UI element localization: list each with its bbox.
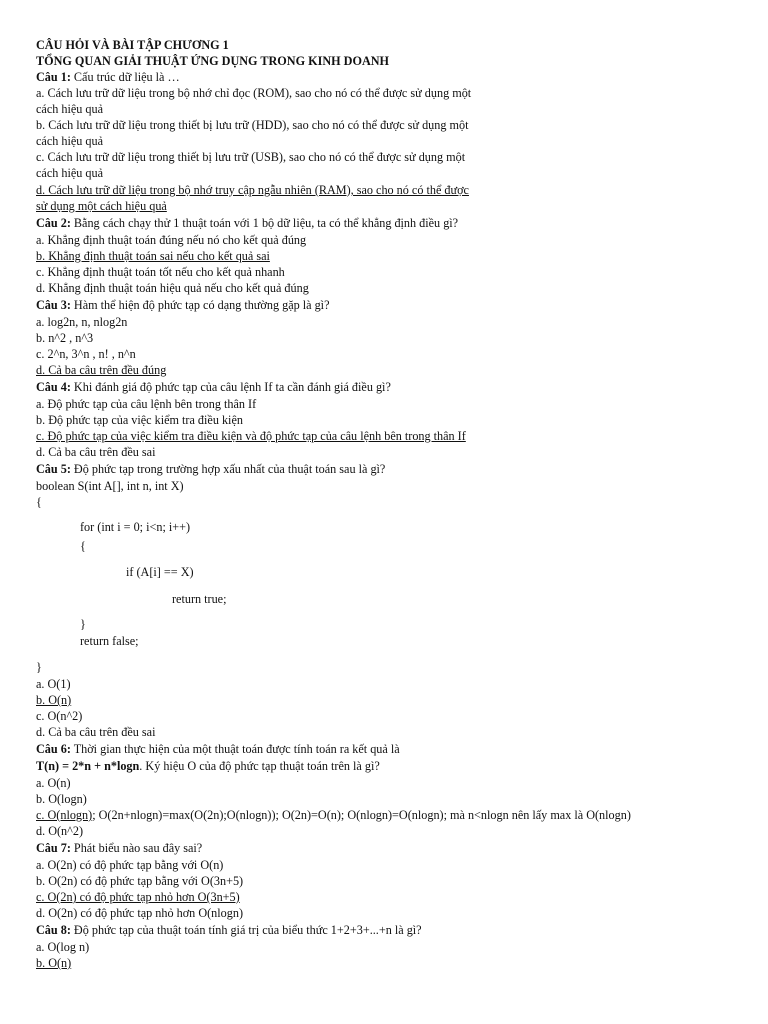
question-label: Câu 8: [36, 923, 71, 937]
option-a: a. Cách lưu trữ dữ liệu trong bộ nhớ chỉ đọc (ROM), sao cho nó có thể được sử dụng một [36, 86, 472, 100]
option-b-answer: b. O(n) [36, 693, 72, 707]
code-line: } [36, 660, 42, 674]
option-b-cont: cách hiệu quả [36, 134, 103, 148]
option-c-cont: cách hiệu quả [36, 166, 103, 180]
option-c: c. 2^n, 3^n , n! , n^n [36, 347, 136, 361]
code-line: { [80, 539, 86, 553]
formula-rest: . Ký hiệu O của độ phức tạp thuật toán trên là gì? [139, 759, 380, 773]
option-d: d. Cả ba câu trên đều sai [36, 445, 156, 459]
option-c: c. Cách lưu trữ dữ liệu trong thiết bị lưu trữ (USB), sao cho nó có thể được sử dụng một [36, 150, 466, 164]
code-line: { [36, 495, 42, 509]
question-label: Câu 2: [36, 216, 71, 230]
option-d: d. Cả ba câu trên đều sai [36, 725, 156, 739]
question-text: Hàm thể hiện độ phức tạp có dạng thường gặp là gì? [70, 298, 330, 312]
code-line: } [80, 617, 86, 631]
option-c: c. O(n^2) [36, 709, 83, 723]
option-d: d. O(2n) có độ phức tạp nhỏ hơn O(nlogn) [36, 906, 243, 920]
question-3 [36, 298, 329, 312]
option-b: b. n^2 , n^3 [36, 331, 94, 345]
option-a: a. Khẳng định thuật toán đúng nếu nó cho kết quả đúng [36, 233, 307, 247]
option-b: b. Độ phức tạp của việc kiểm tra điều kiện [36, 413, 243, 427]
option-d-answer: d. Cả ba câu trên đều đúng [36, 363, 167, 377]
question-text: Cấu trúc dữ liệu là … [70, 70, 180, 84]
question-2 [36, 216, 458, 230]
question-7 [36, 841, 202, 855]
option-d: d. O(n^2) [36, 824, 84, 838]
question-text: Bằng cách chạy thử 1 thuật toán với 1 bộ dữ liệu, ta có thể khẳng định điều gì? [70, 216, 459, 230]
question-label: Câu 7: [36, 841, 71, 855]
question-1 [36, 70, 180, 84]
option-d: d. Khẳng định thuật toán hiệu quả nếu cho kết quả đúng [36, 281, 309, 295]
option-d-answer-cont: sử dụng một cách hiệu quả [36, 199, 167, 213]
option-b-answer: b. Khẳng định thuật toán sai nếu cho kết quả sai [36, 249, 270, 263]
option-a: a. O(2n) có độ phức tạp bằng với O(n) [36, 858, 224, 872]
code-line: return false; [80, 634, 139, 648]
question-6 [36, 742, 400, 756]
option-b: b. O(2n) có độ phức tạp bằng với O(3n+5) [36, 874, 244, 888]
option-d-answer: d. Cách lưu trữ dữ liệu trong bộ nhớ truy cập ngẫu nhiên (RAM), sao cho nó có thể được [36, 183, 469, 197]
formula: T(n) = 2*n + n*logn [36, 759, 140, 773]
question-4 [36, 380, 391, 394]
question-label: Câu 6: [36, 742, 71, 756]
answer-text: c. O(nlogn) [36, 808, 93, 822]
code-line: for (int i = 0; i<n; i++) [80, 520, 191, 534]
option-a: a. O(n) [36, 776, 71, 790]
option-a-cont: cách hiệu quả [36, 102, 103, 116]
question-text: Phát biểu nào sau đây sai? [70, 841, 203, 855]
option-b: b. O(logn) [36, 792, 87, 806]
question-label: Câu 3: [36, 298, 71, 312]
code-line: boolean S(int A[], int n, int X) [36, 479, 184, 493]
option-c: c. Khẳng định thuật toán tốt nếu cho kết quả nhanh [36, 265, 285, 279]
option-a: a. Độ phức tạp của câu lệnh bên trong thân If [36, 397, 257, 411]
question-5 [36, 462, 385, 476]
option-b: b. Cách lưu trữ dữ liệu trong thiết bị lưu trữ (HDD), sao cho nó có thể được sử dụng một [36, 118, 469, 132]
code-line: return true; [172, 592, 227, 606]
question-text: Thời gian thực hiện của một thuật toán được tính toán ra kết quả là [70, 742, 400, 756]
question-6-formula [36, 759, 380, 773]
option-c-answer [36, 808, 631, 822]
option-c-answer: c. O(2n) có độ phức tạp nhỏ hơn O(3n+5) [36, 890, 240, 904]
question-text: Độ phức tạp trong trường hợp xấu nhất của thuật toán sau là gì? [70, 462, 386, 476]
question-label: Câu 4: [36, 380, 71, 394]
chapter-title: CÂU HỎI VÀ BÀI TẬP CHƯƠNG 1 [36, 38, 229, 52]
question-label: Câu 5: [36, 462, 71, 476]
chapter-subtitle: TỔNG QUAN GIẢI THUẬT ỨNG DỤNG TRONG KINH DOANH [36, 54, 390, 68]
option-c-answer: c. Độ phức tạp của việc kiểm tra điều kiện và độ phức tạp của câu lệnh bên trong thân If [36, 429, 466, 443]
option-a: a. O(log n) [36, 940, 90, 954]
code-line: if (A[i] == X) [126, 565, 194, 579]
question-8 [36, 923, 422, 937]
option-b-answer: b. O(n) [36, 956, 72, 970]
option-a: a. log2n, n, nlog2n [36, 315, 128, 329]
question-label: Câu 1: [36, 70, 71, 84]
question-text: Độ phức tạp của thuật toán tính giá trị của biểu thức 1+2+3+...+n là gì? [70, 923, 422, 937]
answer-explanation: ; O(2n+nlogn)=max(O(2n);O(nlogn)); O(2n)=O(n); O(nlogn)=O(nlogn); mà n<nlogn nên lấy max là O(nlogn) [92, 808, 631, 822]
option-a: a. O(1) [36, 677, 71, 691]
question-text: Khi đánh giá độ phức tạp của câu lệnh If ta cần đánh giá điều gì? [70, 380, 391, 394]
